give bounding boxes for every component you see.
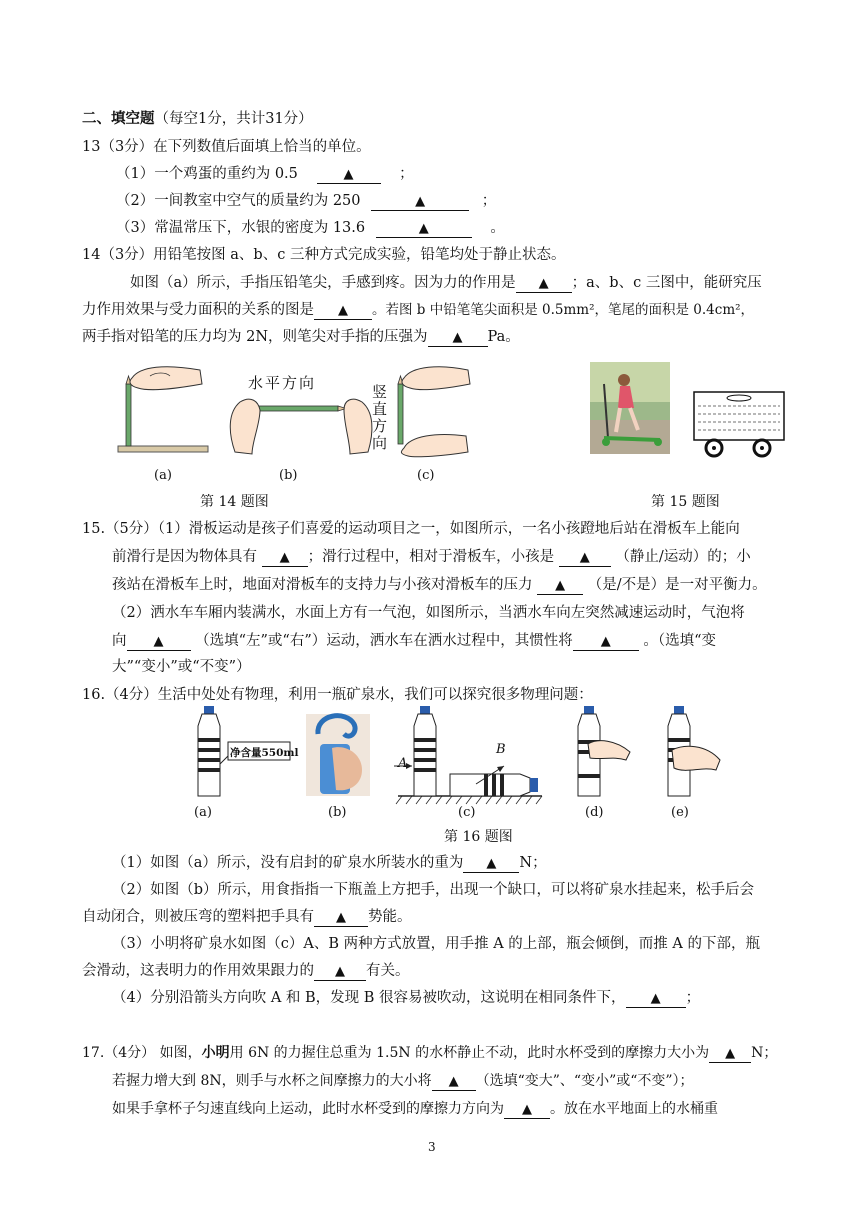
q13-item-2-text: （2）一间教室中空气的质量约为 250 — [116, 193, 361, 209]
figure-14-caption: 第 14 题图 — [200, 494, 269, 510]
triangle-mark-icon: ▲ — [415, 194, 426, 209]
triangle-mark-icon: ▲ — [452, 330, 463, 345]
q16-part-2: （2）如图（b）所示，用食指指一下瓶盖上方把手，出现一个缺口，可以将矿泉水挂起来，松手后会 — [112, 882, 755, 898]
q15-line-5 — [112, 630, 716, 652]
q13-item-2 — [116, 190, 496, 212]
q16-part-3-b: 会滑动，这表明力的作用效果跟力的 — [82, 963, 314, 979]
figure-16-subcaption-b: (b) — [328, 805, 347, 820]
q16-part-1-a: （1）如图（a）所示，没有启封的矿泉水所装水的重为 — [112, 855, 464, 871]
q16-part-4-b: ； — [685, 990, 701, 1006]
answer-blank[interactable] — [376, 220, 472, 238]
figure-16a-volume-label: 净含量550ml — [230, 747, 299, 759]
figure-16b-cap-hook-photo — [306, 714, 370, 796]
q17-name: 小明 — [201, 1045, 230, 1061]
triangle-mark-icon: ▲ — [279, 550, 290, 565]
page-number: 3 — [428, 1140, 436, 1154]
q15-line-5-c: 。（选填“变 — [643, 633, 717, 649]
answer-blank[interactable] — [317, 166, 381, 184]
q13-item-1-text: （1）一个鸡蛋的重约为 0.5 — [116, 166, 298, 182]
q14-line-3 — [82, 326, 520, 348]
figure-14-subcaption-c: (c) — [417, 468, 435, 483]
answer-blank[interactable] — [432, 1073, 476, 1091]
figure-16e-hand-grip-bottle — [668, 706, 720, 796]
figure-16c-two-bottles — [394, 706, 542, 804]
triangle-mark-icon: ▲ — [522, 1102, 532, 1117]
vertical-char: 直 — [372, 400, 388, 418]
q17-line-3-b: 。放在水平地面上的水桶重 — [550, 1101, 718, 1117]
q15-line-5-a: 向 — [112, 633, 127, 649]
answer-blank[interactable] — [709, 1045, 751, 1063]
q13-item-3-text: （3）常温常压下，水银的密度为 13.6 — [116, 220, 366, 236]
q13-stem: 13（3分）在下列数值后面填上恰当的单位。 — [82, 139, 371, 155]
figure-16-subcaption-c: (c) — [458, 805, 476, 820]
q17-line-2-a: 若握力增大到 8N，则手与水杯之间摩擦力的大小将 — [112, 1073, 432, 1089]
q16-part-1-b: N； — [519, 855, 547, 871]
section-header — [82, 108, 313, 130]
figure-15-drawings — [590, 360, 790, 460]
figure-14-subcaption-b: (b) — [279, 468, 298, 483]
q17-line-3-a: 如果手拿杯子匀速直线向上运动，此时水杯受到的摩擦力方向为 — [112, 1101, 504, 1117]
q14-stem: 14（3分）用铅笔按图 a、b、c 三种方式完成实验，铅笔均处于静止状态。 — [82, 247, 566, 263]
q14-line-2-a: 力作用效果与受力面积的关系的图是 — [82, 302, 314, 318]
triangle-mark-icon: ▲ — [336, 910, 346, 925]
q15-line-4: （2）洒水车车厢内装满水，水面上方有一气泡，如图所示，当洒水车向左突然减速运动时，气泡将 — [112, 605, 745, 621]
figure-16-subcaption-e: (e) — [671, 805, 689, 820]
q14-line-1-a: 如图（a）所示，手指压铅笔尖，手感到疼。因为力的作用是 — [130, 275, 516, 291]
triangle-mark-icon: ▲ — [725, 1046, 736, 1061]
q15-line-2-b: ；滑行过程中，相对于滑板车，小孩是 — [307, 549, 555, 565]
q17-line-1-b: 用 6N 的力握住总重为 1.5N 的水杯静止不动，此时水杯受到的摩擦力大小为 — [229, 1045, 710, 1061]
answer-blank[interactable] — [559, 549, 611, 567]
q14-line-1 — [130, 272, 762, 294]
answer-blank[interactable] — [626, 990, 686, 1008]
q13-item-1-post: ； — [399, 166, 414, 182]
figure-16c-label-b: B — [496, 742, 506, 757]
triangle-mark-icon: ▲ — [335, 964, 345, 979]
q13-item-2-post: ； — [481, 193, 497, 209]
triangle-mark-icon: ▲ — [555, 578, 566, 593]
scooter-photo — [590, 362, 670, 454]
q16-stem: 16.（4分）生活中处处有物理，利用一瓶矿泉水，我们可以探究很多物理问题： — [82, 687, 593, 703]
q16-part-4 — [112, 987, 700, 1009]
q15-line-3-a: 孩站在滑板车上时，地面对滑板车的支持力与小孩对滑板车的压力 — [112, 577, 533, 593]
q16-part-2-c: 势能。 — [368, 909, 412, 925]
q16-part-4-a: （4）分别沿箭头方向吹 A 和 B，发现 B 很容易被吹动，这说明在相同条件下， — [112, 990, 626, 1006]
answer-blank[interactable] — [504, 1101, 550, 1119]
q17-line-2 — [112, 1070, 694, 1092]
triangle-mark-icon: ▲ — [343, 167, 354, 182]
triangle-mark-icon: ▲ — [153, 634, 164, 649]
q16-part-3-cont — [82, 960, 410, 982]
q15-line-1: 15.（5分）（1）滑板运动是孩子们喜爱的运动项目之一，如图所示，一名小孩蹬地后站在滑板车上能向 — [82, 521, 740, 537]
figure-16-subcaption-a: (a) — [194, 805, 212, 820]
answer-blank[interactable] — [463, 855, 519, 873]
figure-14a-pencil-on-table — [118, 367, 208, 452]
triangle-mark-icon: ▲ — [579, 550, 590, 565]
q15-line-2-a: 前滑行是因为物体具有 — [112, 549, 257, 565]
q14-line-3-b: Pa。 — [487, 329, 520, 345]
figure-16d-hand-grip-bottle — [578, 706, 630, 796]
q15-line-5-b: （选填“左”或“右”）运动，洒水车在洒水过程中，其惯性将 — [195, 633, 573, 649]
q16-part-3: （3）小明将矿泉水如图（c）A、B 两种方式放置，用手推 A 的上部，瓶会倾倒，而推 A 的下部，瓶 — [112, 936, 760, 952]
vertical-char: 方 — [372, 417, 388, 435]
q13-item-3-post: 。 — [490, 220, 505, 236]
vertical-char: 竖 — [372, 383, 388, 401]
triangle-mark-icon: ▲ — [650, 991, 661, 1006]
figure-14c-direction-label — [372, 384, 388, 452]
q14-line-1-b: ；a、b、c 三图中，能研究压 — [571, 275, 762, 291]
q17-line-2-b: （选填“变大”、“变小”或“不变”）； — [475, 1073, 694, 1089]
q16-part-2-b: 自动闭合，则被压弯的塑料把手具有 — [82, 909, 314, 925]
answer-blank[interactable] — [371, 193, 469, 211]
figure-16-subcaption-d: (d) — [585, 805, 604, 820]
answer-blank[interactable] — [516, 275, 572, 293]
q14-line-3-a: 两手指对铅笔的压力均为 2N，则笔尖对手指的压强为 — [82, 329, 428, 345]
answer-blank[interactable] — [428, 329, 488, 347]
answer-blank[interactable] — [314, 963, 366, 981]
triangle-mark-icon: ▲ — [600, 634, 611, 649]
triangle-mark-icon: ▲ — [418, 221, 429, 236]
figure-14-subcaption-a: (a) — [154, 468, 172, 483]
q13-item-1 — [116, 163, 414, 185]
section-note: （每空1分，共计31分） — [154, 111, 313, 127]
section-title: 二、填空题 — [82, 110, 155, 127]
triangle-mark-icon: ▲ — [538, 276, 549, 291]
q16-part-2-cont — [82, 906, 412, 928]
answer-blank[interactable] — [314, 302, 372, 320]
triangle-mark-icon: ▲ — [486, 856, 497, 871]
figure-14c-vertical-pencil — [398, 367, 470, 457]
q17-line-3 — [112, 1098, 718, 1120]
figure-14b-horizontal-pencil — [230, 399, 372, 454]
q16-part-1 — [112, 852, 547, 874]
answer-blank[interactable] — [262, 549, 308, 567]
triangle-mark-icon: ▲ — [338, 303, 348, 318]
q17-line-1-c: N； — [751, 1045, 778, 1061]
q17-line-1 — [82, 1042, 777, 1064]
q15-line-6: 大”“变小”或“不变”） — [112, 659, 251, 675]
triangle-mark-icon: ▲ — [448, 1074, 459, 1089]
sprinkler-truck-tank — [694, 392, 784, 456]
answer-blank[interactable] — [573, 633, 639, 651]
q15-line-2 — [112, 546, 751, 568]
q17-line-1-a: 17.（4分） 如图， — [82, 1045, 202, 1061]
q13-item-3 — [116, 217, 505, 239]
figure-14b-direction-label: 水平方向 — [248, 374, 317, 392]
q14-line-2-b: 。若图 b 中铅笔笔尖面积是 0.5mm²，笔尾的面积是 0.4cm²， — [372, 302, 755, 318]
figure-16c-label-a: A — [398, 756, 408, 771]
q15-line-2-c: （静止/运动）的；小 — [615, 549, 751, 565]
answer-blank[interactable] — [314, 909, 368, 927]
q16-part-3-c: 有关。 — [366, 963, 410, 979]
q15-line-3 — [112, 574, 767, 596]
answer-blank[interactable] — [537, 577, 583, 595]
q14-line-2 — [82, 299, 754, 321]
q15-line-3-b: （是/不是）是一对平衡力。 — [587, 577, 767, 593]
vertical-char: 向 — [372, 434, 388, 452]
figure-16-caption: 第 16 题图 — [444, 829, 513, 845]
figure-15-caption: 第 15 题图 — [651, 494, 720, 510]
answer-blank[interactable] — [127, 633, 191, 651]
